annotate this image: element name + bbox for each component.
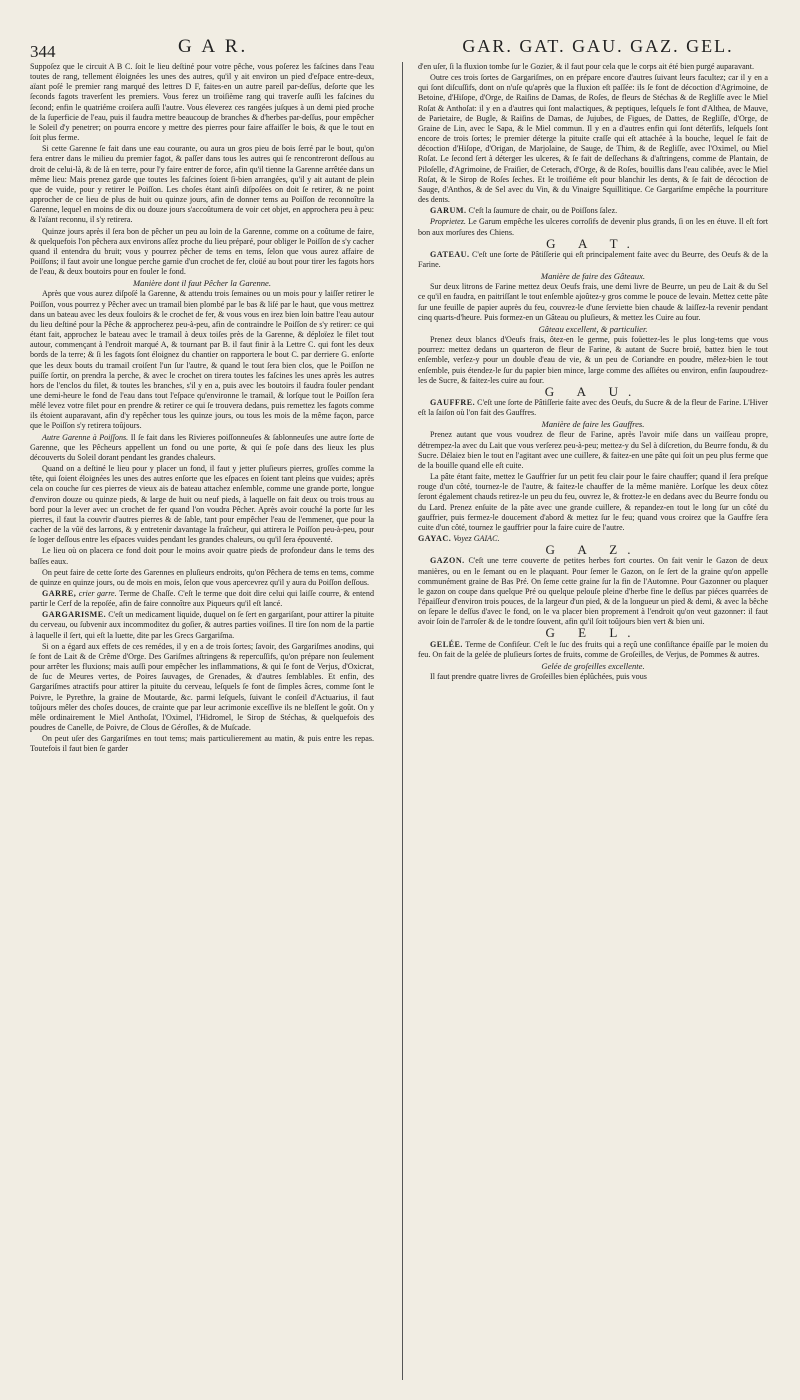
- entry-gelee: [418, 640, 768, 660]
- subheading: Gâteau excellent, & particulier.: [538, 323, 648, 334]
- section-heading-gat: G A T.: [546, 235, 640, 251]
- paragraph: d'en uſer, ſi la fluxion tombe ſur le Gozier, & il faut pour cela que le corps ait été bien purgé auparavant.: [418, 62, 754, 71]
- paragraph: Sur deux litrons de Farine mettez deux Oeufs frais, une demi livre de Beurre, un peu de Lait & du Sel ce qu'il en faudra, en paitriſſant le tout enſemble ajoûtez-y gros comme le pouce de levain. Mettez cette pâte ſur une feuille de papier auprès du feu, couvrez-le d'une ſerviette bien chaude & laiſſez-la revenir pendant cinq quarts-d'heure. Puis formez-en un Gâteau ou pluſieurs, & mettez les Cuire au four.: [418, 282, 768, 322]
- entry-term: GARRE,: [42, 588, 77, 598]
- entry-text: C'eſt une ſorte de Pâtiſſerie qui eſt principalement faite avec du Beurre, des Oeufs & de la Farine.: [418, 249, 768, 269]
- entry-gazon: [418, 556, 768, 627]
- subheading: Manière de faire des Gâteaux.: [540, 271, 646, 282]
- right-column: [418, 62, 768, 1392]
- paragraph: Quand on a deſtiné le lieu pour y placer un fond, il faut y jetter pluſieurs pierres, groſſes comme la tête, qui ſoient éloignées les unes des autres enſorte que les eſpaces en ſoient tant pleins que vuides; après cela on couche ſur ces pierres de vieux ais de bateau attachez enſemble, comme une grande porte, longue d'environ douze ou quinze pieds, & large de huit ou neuf pieds, à laquelle on fait deux ou trois trous au bord pour la lever avec un crochet de fer quand l'on voudra Pêcher. Après avoir couché la porte ſur les pierres, il faut la couvrir d'autres pierres & de ſable, tant pour empêcher l'eau de l'emmener, que pour la cacher de la vûë des larrons, & y entretenir davantage la fraîcheur, qui attirera le Poiſſon peu-à-peu, pour ſe loger deſſous entre les eſpaces vuides pendant les grandes chaleurs, ou qu'il ſera épouventé.: [30, 464, 374, 545]
- running-header-right: GAR. GAT. GAU. GAZ. GEL.: [462, 36, 734, 56]
- paragraph: Quinze jours après il ſera bon de pêcher un peu au loin de la Garenne, comme on a coûtume de faire, & quelquefois l'on pêchera aux environs aſſez proche du lieu préparé, pour obliger le Poiſſon de s'y cacher quand il entendra du bruit; vous y pourrez pêcher de tems en tems, ſelon que vous aurez affaire de Poiſſons; il faut avoir une longue perche garnie d'un crochet de fer, cloüé au bout pour tirer les fagots hors de l'eau, & deux boutoirs pour en fouler le fond.: [30, 226, 374, 277]
- entry-term: GARGARISME.: [42, 610, 107, 620]
- paragraph-lead: Proprietez.: [430, 217, 466, 227]
- paragraph-text: Il ſe fait dans les Rivieres poiſſonneuſes & ſablonneuſes une autre ſorte de Garenne, que les Pêcheurs appellent un fond ou une porte, & qui ſe poſe dans des lieux les plus découverts du Soleil dorant pendant les grandes chaleurs.: [30, 432, 374, 462]
- entry-text: Terme de Confiſeur. C'eſt le ſuc des fruits qui a reçû une conſiſtance épaiſſe par le moien du feu. On fait de la gelée de pluſieurs ſortes de fruits, comme de Groſeilles, de Verjus, de Pommes & autres.: [418, 639, 768, 659]
- section-heading-gau: G A U.: [544, 383, 642, 399]
- entry-text: C'eſt la ſaumure de chair, ou de Poiſſons ſalez.: [468, 206, 618, 216]
- entry-term: GELÉE.: [430, 639, 463, 649]
- paragraph: Il faut prendre quatre livres de Groſeilles bien éplûchées, puis vous: [430, 672, 647, 682]
- subheading: Manière de faire les Gauffres.: [541, 419, 645, 430]
- paragraph: Le lieu où on placera ce fond doit pour le moins avoir quatre pieds de profondeur dans le tems des baſſes eaux.: [30, 546, 374, 566]
- entry-term: GARUM.: [430, 206, 467, 216]
- section-heading-gel: G E L.: [545, 625, 641, 641]
- paragraph: Suppoſez que le circuit A B C. ſoit le lieu deſtiné pour votre pêche, vous poſerez les faſcines dans l'eau toutes de rang, tellement éloignées les unes des autres, qu'il y ait environ un pied d'eſpace entre-deux, aïant poſé le premier rang marqué des lettres D F, faites-en un autre pareil par-deſſus, deſorte que les ſeconds fagots traverſent les premiers. Vous ferez un troiſième rang qui traverſe auſſi les faſcines du ſecond; enfin le quatriéme croiſera auſſi l'autre. Vous éleverez ces rangées juſques à un demi pied proche de la ſuperficie de l'eau, puis il faudra mettre beaucoup de branches & d'herbes par-deſſus, pour empêcher le Soleil d'y penetrer; on pourra encore y mettre des pierres pour faire affaiſſer le bois, & que le tout en ſoit plus ferme.: [30, 62, 374, 143]
- subheading: Manière dont il faut Pêcher la Garenne.: [132, 278, 272, 289]
- running-header-left: G A R.: [178, 36, 249, 57]
- entry-text: C'eſt un medicament liquide, duquel on ſe ſert en gargariſant, pour attirer la pituite du cerveau, ou ſubvenir aux incommoditez du goſier, & autres parties voiſines. Il tire ſon nom de la partie à laquelle il ſert, qui eſt la luette, dite par les Grecs Gargariſma.: [30, 610, 374, 640]
- entry-garre: [30, 589, 374, 609]
- paragraph: Après que vous aurez diſpoſé la Garenne, & attendu trois ſemaines ou un mois pour y laiſſer retirer le Poiſſon, vous pourrez y Pêcher avec un tramail bien plombé par le bas & liſé par le haut, que vous mettrez dans un bateau avec les deux fouloirs & le crochet de fer, & vous vous en irez bien loin battre l'eau autour du lieu deſtiné pour la Pêche & approcherez peu-à-peu, afin de contraindre le Poiſſon de s'y retirer: ce qui étant fait, approchez le bateau avec le tramail à deux toiſes près de la Garenne, & déploïez le filet tout autour, commençant à l'endroit marqué A, & tournant par B. il faut finir à la Lettre C. qui font les deux bords de la terre; & ſi les fagots ſont éloignez du chantier on rapportera le bout C. par derriere G. enſorte que les deux bouts du tramail croiſent l'un ſur l'autre, & quand le tout ſera bien clos, que le Poiſſon ne puiſſe ſortir, on prendra la perche, & avec le crochet on tirera toutes les faſcines les unes après les autres hors de l'enclos du filet, & toutes les branches, s'il y en a, puis avec les boutoirs il faudra fouler pendant une demi-heure le fond de l'eau dans tout l'eſpace qu'environne le tramail, & lorſque tout le Poiſſon ſera mêlé levez votre filet pour en prendre & retirer ce qui ſe trouvera dedans, puis remettez les fagots comme ils étoient auparavant, afin d'y repêcher tous les quinze jours, ou tous les mois de la même façon, parce que le Poiſſon s'y retirera toûjours.: [30, 289, 374, 431]
- entry-garum: [418, 206, 768, 216]
- paragraph: On peut uſer des Gargariſmes en tout tems; mais particulierement au matin, & puis entre les repas. Toutefois il faut bien ſe garder: [30, 734, 374, 754]
- entry-term: GAUFFRE.: [430, 398, 476, 407]
- page-number: 344: [30, 42, 56, 61]
- entry-gargarisme: [30, 610, 374, 640]
- paragraph: Si on a égard aux effets de ces remédes, il y en a de trois ſortes; ſavoir, des Gargariſmes anodins, qui ſe font de Lait & de Crême d'Orge. Des Gariſmes aſtringens & repercuſſifs, qu'on prépare non ſeulement pour arrêter les fluxions; mais auſſi pour empêcher les inflammations, & qui ſe font de Verjus, d'Oxicrat, de ſuc de Meures vertes, de Poires ſauvages, de Grenades, & d'autres ſemblables. Et enfin, des Gargariſmes atractifs pour attirer la pituite du cerveau, leſquels ſe font de ſimples âcres, comme ſont le Poivre, le Pyrethre, la graine de Moutarde, &c. parmi leſquels, ſuivant le conſeil d'Actuarius, il faut toûjours mêler des choſes douces, de crainte que par leur acrimonie exceſſive ils ne bleſſent le goût. On y mêle ordinairement le Miel Anthoſat, l'Oximel, l'Hidromel, le Sirop de Stéchas, & quelquefois des poudres de Canelle, de Poivre, de Clous de Géroſles, & de Muſcade.: [30, 641, 374, 732]
- paragraph: [30, 433, 374, 463]
- entry-term: GAYAC.: [418, 534, 452, 544]
- entry-text: C'eſt une ſorte de Pâtiſſerie faite avec des Oeufs, du Sucre & de la fleur de Farine. L'Hiver eſt la ſaiſon où l'on fait des Gauffres.: [418, 398, 768, 418]
- entry-term: GATEAU.: [430, 249, 470, 259]
- paragraph: [418, 217, 768, 237]
- left-column: [30, 62, 374, 1392]
- column-divider: [402, 62, 403, 1380]
- paragraph: La pâte étant faite, mettez le Gauffrier ſur un petit feu clair pour le faire chauffer; quand il ſera preſque rouge d'un côté, tournez-le de l'autre, & faitez-le chauffer de la même manière. Lorſque les deux côtez ſeront également chauds retirez-le un peu du feu, ouvrez le, & frottez-le en dedans avec du Beurre fondu ou du Lard. Prenez enſuite de la pâte avec une grande cuillere, & repandez-en tout le long ſur un côté du gauffrier, puis fermez-le doucement d'abord & mettez ſur le feu; quand vous croirez que la Gauffre ſera cuite d'un côté, tournez le gauffrier pour la faire cuire de l'autre.: [418, 472, 768, 532]
- entry-gateau: [418, 250, 768, 270]
- cross-reference: Voyez GAIAC.: [453, 534, 500, 544]
- paragraph-lead: Autre Garenne à Poiſſons.: [42, 432, 129, 442]
- entry-text: C'eſt une terre couverte de petites herbes fort courtes. On fait venir le Gazon de deux manières, ou en le ſemant ou en le plaquant. Pour ſemer le Gazon, on ſe ſert de la graine qu'on appelle communément graine de Bas Pré. On ſeme cette graine ſur la fin de l'Automne. Pour Gazonner ou plaquer le gazon on coupe dans quelque Pré ou quelque pelouſe pleine d'herbe fine le deſſus par piéces quarrées de l'épaiſſeur d'environ trois pouces, de la largeur d'un pied, & de la longueur un pied & demi, & avec la bêche on ſepare le deſſus d'avec le fond, on le va placer bien proprement à l'endroit qu'on veut gazonner: il faut avoir ſoin de l'arroſer & de le tondre ſouvent, afin qu'il ſoit toûjours bien vert & bien uni.: [418, 556, 768, 627]
- paragraph: Prenez autant que vous voudrez de fleur de Farine, après l'avoir miſe dans un vaiſſeau propre, détrempez-la avec du Lait que vous verſerez peu-à-peu; mettez-y du Sel à diſcretion, du Beurre fondu, & du Sucre. Délaiez bien le tout en l'agitant avec une cuillere, & faitez-en une pâte qui ſoit un peu plus ferme que de la bouille quand elle eſt cuite.: [418, 430, 768, 470]
- entry-gauffre: [418, 398, 768, 418]
- entry-variant: crier garre.: [78, 588, 117, 598]
- subheading: Gelée de groſeilles excellente.: [541, 660, 645, 671]
- paragraph: Outre ces trois ſortes de Gargariſmes, on en prépare encore d'autres ſuivant leurs facultez; car il y en a qui ſont diſcuſſifs, dont on n'uſe qu'après que la fluxion eſt paſſée: ils ſe font de décoction d'Agrimoine, de Betoine, d'Hiſope, d'Orge, de Raiſins de Damas, de Roſes, de fleurs de Stéchas & de Regliſſe avec le Miel Roſat & Anthoſat: il y en a d'autres qui ſont malactiques, & peptiques, leſquels ſe font d'Althea, de Mauve, de Parietaire, de Bugle, & Raiſins de Damas, de Jujubes, de Figues, de Dattes, de Regliſſe, d'Orge, de Graine de Lin, avec le Sapa, & le Miel commun. Il y en a d'autres enfin qui ſont déterſifs, leſquels ſont encore de trois ſortes; le premier déterge la pituite craſſe qui eſt attachée à la bouche, lequel ſe fait de décoction d'Hiſope, d'Origan, de Marjolaine, de Sauge, de Thim, & de Regliſſe, avec l'Oximel, ou Miel Roſat. Le ſecond ſert à déterger les ulceres, & ſe fait de deſſechans & d'aſtringens, comme de Plantain, de Piloſelle, d'Agrimoine, de Fraiſier, de Ceterach, d'Orge, & de Roſes, bouillis dans l'eau calibée, avec le Miel Roſat, & le Sirop de Roſes ſeches. Et le troiſiéme eſt pour blanchir les dents, & ſe fait de décoction de Sauge, d'Anthos, & de Sel avec du Vin, & du Vinaigre Squillitique. Ce Gargariſme empêche la pourriture des dents.: [418, 73, 768, 205]
- paragraph: Si cette Garenne ſe fait dans une eau courante, ou aura un gros pieu de bois ſerré par le bout, qu'on fera entrer dans le milieu du premier fagot, & paſſer dans tous les autres qui ſe rencontreront deſſous au droit de celui-là, & de là en terre, pour l'y faire entrer de force, afin qu'il tienne la Garenne arrêtée dans un même lieu: Mais prenez garde que toutes les faſcines ſoient ſi-bien arrangées, qu'il y ait autant de plein que de vuide, pour y retirer le Poiſſon. Les choſes étant ainſi diſpoſées on doit ſe retirer, & ne point approcher de ce lieu de plus de huit ou quinze jours, afin de donner tems au Poiſſon de reconnoître la Garenne, lequel en moins de dix ou douze jours s'accoûtumera de voir cet objet, en approchera peu à peu: & l'aïant reconnu, il s'y retirera.: [30, 144, 374, 225]
- entry-text: Terme de Chaſſe. C'eſt le terme que doit dire celui qui laiſſe courre, & entend partir le Cerf de la repoſée, afin de faire connoître aux Piqueurs qu'il eſt lancé.: [30, 588, 374, 609]
- paragraph: Prenez deux blancs d'Oeufs frais, ôtez-en le germe, puis foüettez-les le plus long-tems que vous pourrez: mettez dedans un quarteron de fleur de Farine, & autant de Sucre broié, battez bien le tout enſemble, verſez-y pour un double d'eau de vie, & un peu de Coriandre en poudre, mêlez-bien le tout enſemble, puis étendez-le ſur du papier bien mince, large comme des aſſiétes ou environ, enfin ſaupoudrez-les de Sucre, & faitez-les cuire au four.: [418, 335, 768, 385]
- paragraph: On peut faire de cette ſorte des Garennes en pluſieurs endroits, qu'on Pêchera de tems en tems, comme de quinze en quinze jours, ou de mois en mois, ſelon que vous apercevrez qu'il y aura du Poiſſon deſſous.: [30, 567, 374, 587]
- paragraph-text: Le Garum empêche les ulceres corroſifs de devenir plus grands, ſi on les en étuve. Il eſt fort bon aux morſures des Chiens.: [418, 217, 768, 237]
- section-heading-gaz: G A Z.: [545, 542, 641, 558]
- entry-term: GAZON.: [430, 556, 465, 566]
